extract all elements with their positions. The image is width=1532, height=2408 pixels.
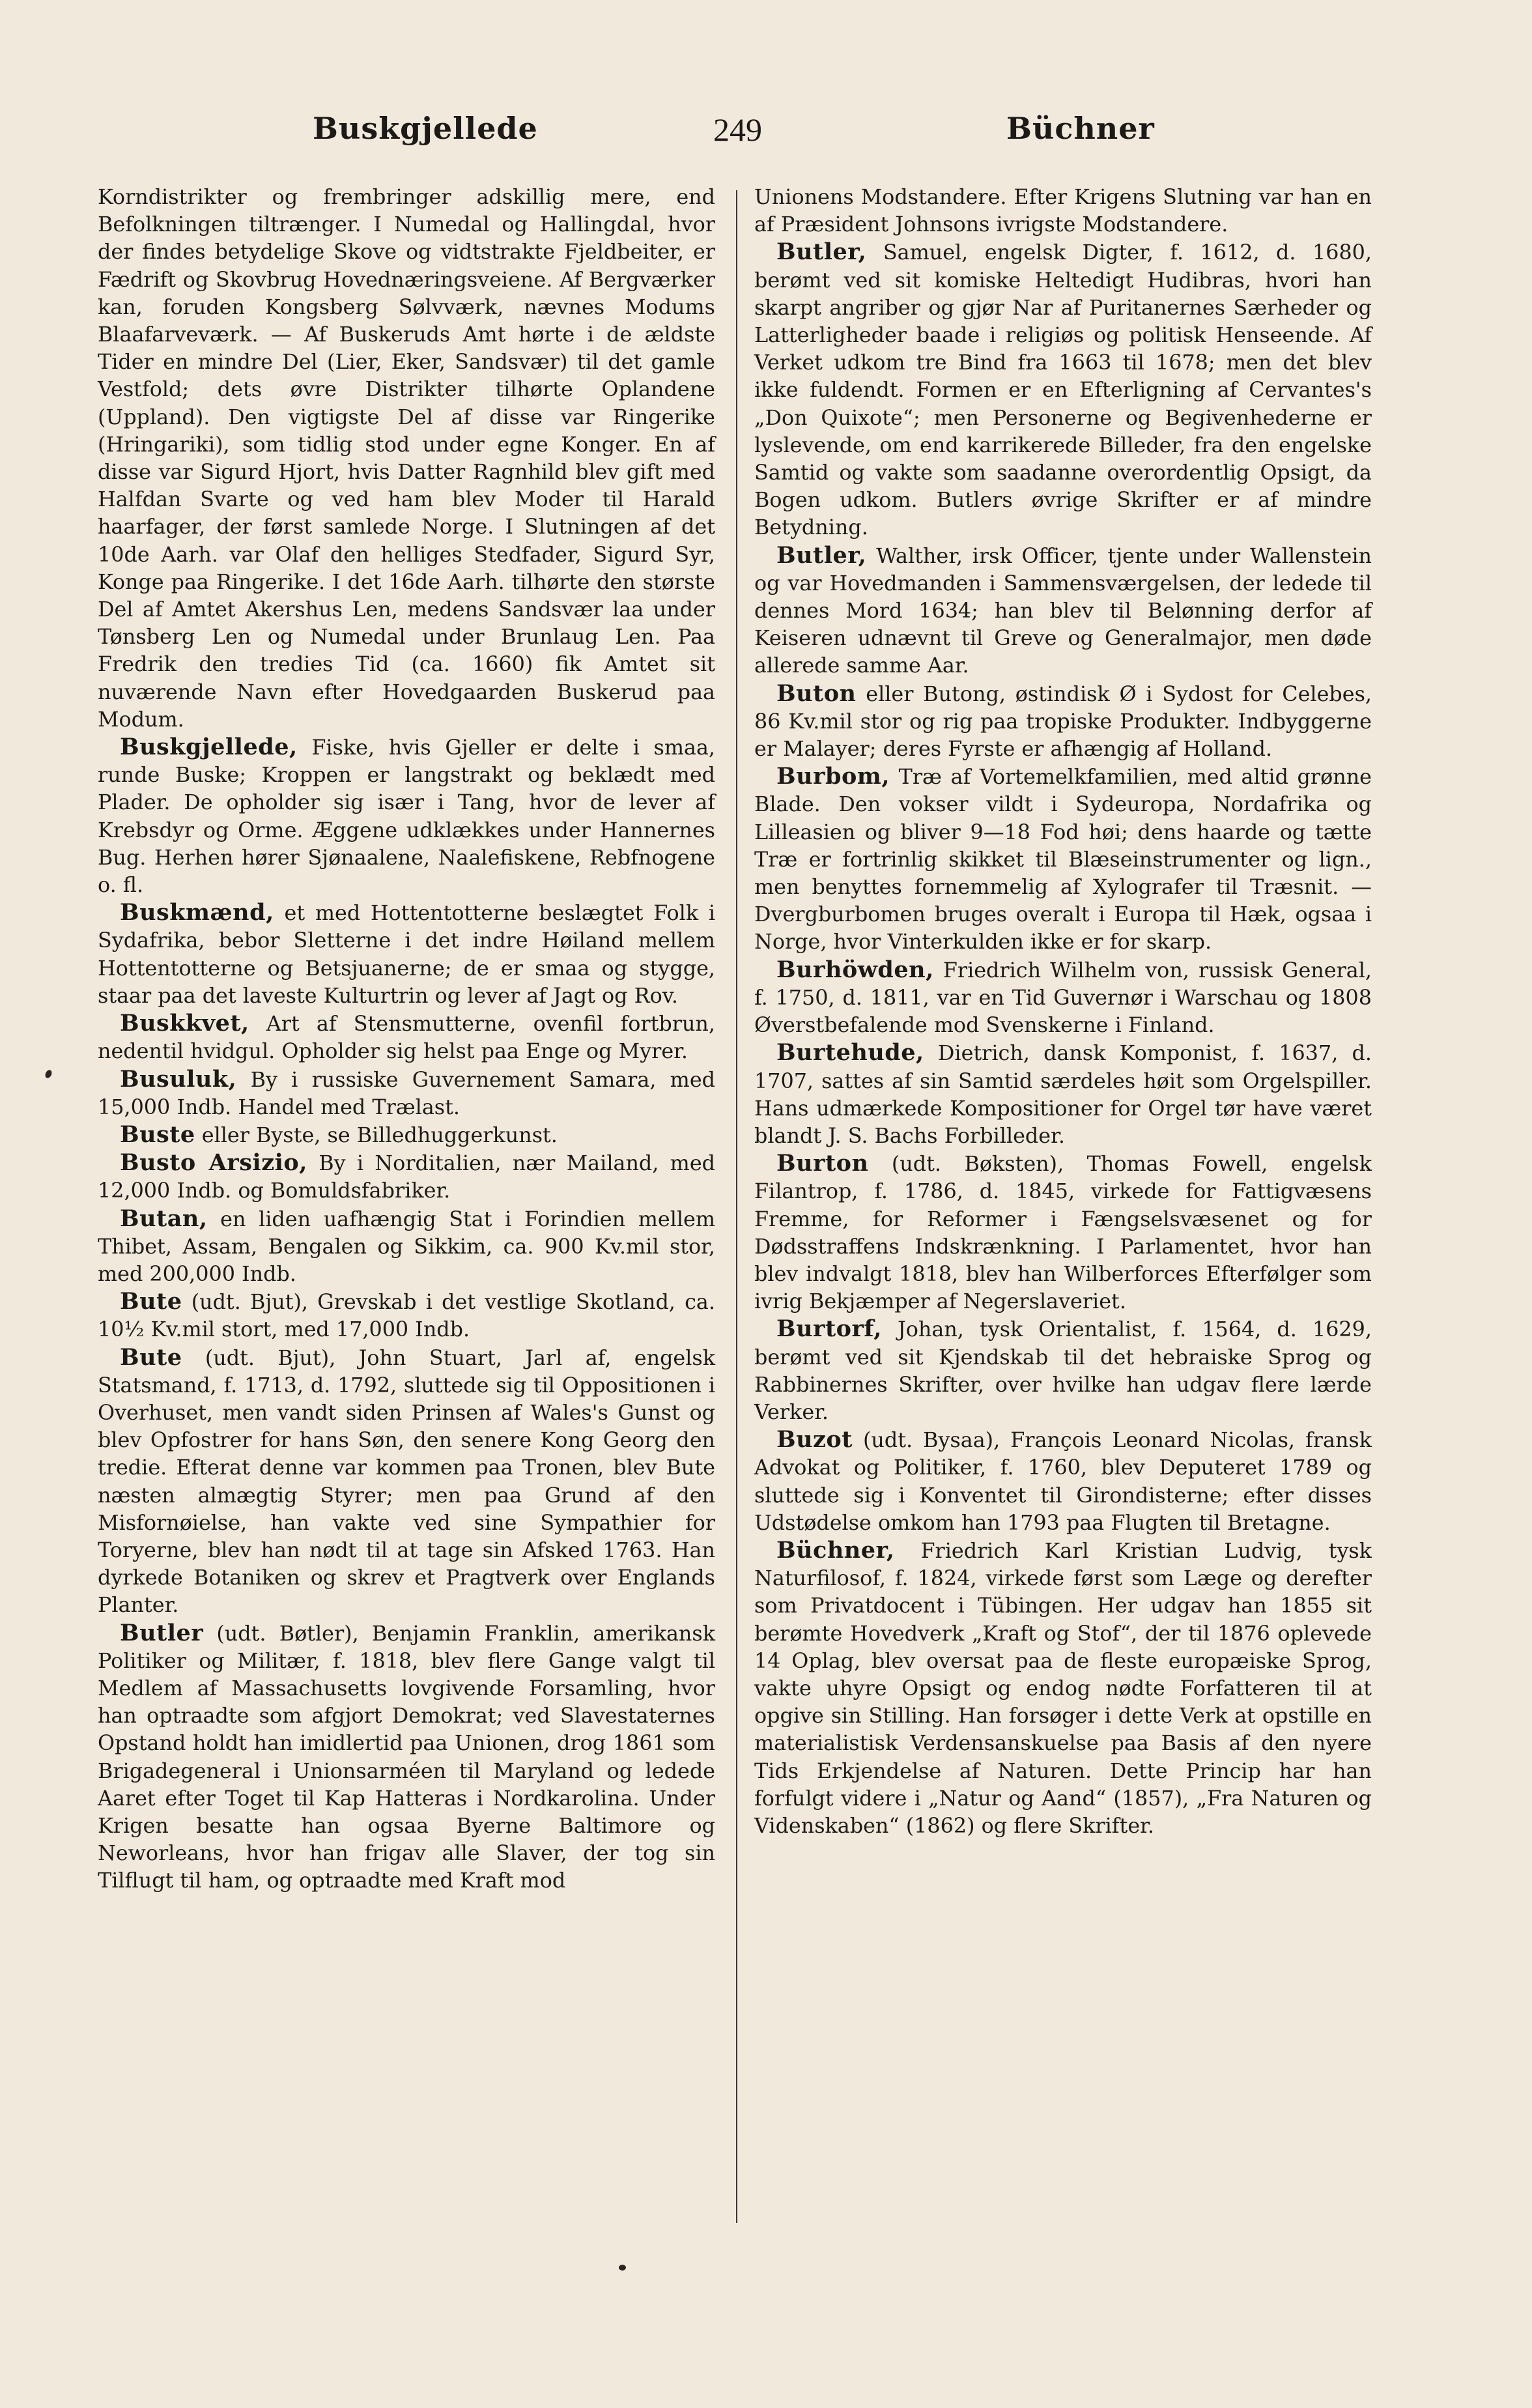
entry [754, 1426, 1372, 1537]
entry-headword: Busuluk, [120, 1065, 237, 1093]
entry-headword: Buskmænd, [120, 899, 274, 926]
entry-headword: Butan, [120, 1205, 208, 1232]
entry-headword: Burton [776, 1150, 869, 1177]
right-column [754, 184, 1372, 1840]
entry-text: eller Byste, se Billedhuggerkunst. [201, 1123, 558, 1147]
entry [98, 1620, 715, 1895]
entry-headword: Burtorf, [776, 1315, 882, 1343]
entry-text: Træ af Vortemelkfamilien, med altid grønne Blade. Den vokser vildt i Sydeuropa, Nordafrika og Lilleasien og bliver 9—18 Fod høi; dens haarde og tætte Træ er fortrinlig skikket til Blæseinstrumenter og lign., men benyttes fornemmelig af Xylografer til Træsnit. — Dvergburbomen bruges overalt i Europa til Hæk, ogsaa i Norge, hvor Vinterkulden ikke er for skarp. [754, 765, 1372, 954]
entry [98, 1288, 715, 1343]
entry-text: (udt. Bysaa), François Leonard Nicolas, fransk Advokat og Politiker, f. 1760, blev Deputeret 1789 og sluttede sig i Konventet til Girondisterne; efter disses Udstødelse omkom han 1793 paa Flugten til Bretagne. [754, 1428, 1372, 1535]
entry-headword: Buskgjellede, [120, 734, 298, 761]
entry-text: Korndistrikter og frembringer adskillig mere, end Befolkningen tiltrænger. I Numedal og Hallingdal, hvor der findes betydelige Skove og vidtstrakte Fjeldbeiter, er Fædrift og Skovbrug Hovednæringsveiene. Af Bergværker kan, foruden Kongsberg Sølvværk, nævnes Modums Blaafarveværk. — Af Buskeruds Amt hørte i de ældste Tider en mindre Del (Lier, Eker, Sandsvær) til det gamle Vestfold; dets øvre Distrikter tilhørte Oplandene (Uppland). Den vigtigste Del af disse var Ringerike (Hringariki), som tidlig stod under egne Konger. En af disse var Sigurd Hjort, hvis Datter Ragnhild blev gift med Halfdan Svarte og ved ham blev Moder til Harald haarfager, der først samlede Norge. I Slutningen af det 10de Aarh. var Olaf den helliges Stedfader, Sigurd Syr, Konge paa Ringerike. I det 16de Aarh. tilhørte den største Del af Amtet Akershus Len, medens Sandsvær laa under Tønsberg Len og Numedal under Brunlaug Len. Paa Fredrik den tredies Tid (ca. 1660) fik Amtet sit nuværende Navn efter Hovedgaarden Buskerud paa Modum. [98, 185, 715, 732]
entry-text: Art af Stensmutterne, ovenfil fortbrun, nedentil hvidgul. Opholder sig helst paa Enge og Myrer. [98, 1012, 716, 1064]
entry [754, 680, 1372, 764]
entry [754, 542, 1372, 680]
entry [98, 1149, 715, 1205]
entry-headword: Butler, [776, 238, 867, 266]
header-left-word: Buskgjellede [313, 111, 538, 146]
entry-text: Fiske, hvis Gjeller er delte i smaa, runde Buske; Kroppen er langstrakt og beklædt med Plader. De opholder sig især i Tang, hvor de lever af Krebsdyr og Orme. Æggene udklækkes under Hannernes Bug. Herhen hører Sjønaalene, Naalefiskene, Rebfnogene o. fl. [98, 736, 716, 898]
entry-text: Samuel, engelsk Digter, f. 1612, d. 1680, berømt ved sit komiske Heltedigt Hudibras, hvori han skarpt angriber og gjør Nar af Puritanernes Særheder og Latterligheder baade i religiøs og politisk Henseende. Af Verket udkom tre Bind fra 1663 til 1678; men det blev ikke fuldendt. Formen er en Efterligning af Cervantes's „Don Quixote“; men Personerne og Begivenhederne er lyslevende, om end karrikerede Billeder, fra den engelske Samtid og vakte som saadanne overordentlig Opsigt, da Bogen udkom. Butlers øvrige Skrifter er af mindre Betydning. [754, 240, 1372, 540]
ink-speck [44, 1069, 53, 1080]
entry-text: (udt. Bøksten), Thomas Fowell, engelsk Filantrop, f. 1786, d. 1845, virkede for Fattigvæsens Fremme, for Reformer i Fængselsvæsenet og for Dødsstraffens Indskrænkning. I Parlamentet, hvor han blev indvalgt 1818, blev han Wilberforces Efterfølger som ivrig Bekjæmper af Negerslaveriet. [754, 1152, 1372, 1314]
entry [754, 1315, 1372, 1426]
entry [754, 1537, 1372, 1840]
entry-headword: Burbom, [776, 763, 890, 790]
entry-text: eller Butong, østindisk Ø i Sydost for Celebes, 86 Kv.mil stor og rig paa tropiske Produkter. Indbyggerne er Malayer; deres Fyrste er afhængig af Holland. [754, 681, 1372, 762]
entry [754, 763, 1372, 956]
entry [754, 1150, 1372, 1315]
entry-text: (udt. Bjut), John Stuart, Jarl af, engelsk Statsmand, f. 1713, d. 1792, sluttede sig til Oppositionen i Overhuset, men vandt siden Prinsen af Wales's Gunst og blev Opfostrer for hans Søn, den senere Kong Georg den tredie. Efterat denne var kommen paa Tronen, blev Bute næsten almægtig Styrer; men paa Grund af den Misfornøielse, han vakte ved sine Sympathier for Toryerne, blev han nødt til at tage sin Afsked 1763. Han dyrkede Botaniken og skrev et Pragtverk over Englands Planter. [98, 1345, 715, 1618]
entry-text: (udt. Bjut), Grevskab i det vestlige Skotland, ca. 10½ Kv.mil stort, med 17,000 Indb. [98, 1290, 716, 1342]
entry-text: Walther, irsk Officer, tjente under Wallenstein og var Hovedmanden i Sammensværgelsen, der ledede til dennes Mord 1634; han blev til Belønning derfor af Keiseren udnævnt til Greve og Generalmajor, men døde allerede samme Aar. [754, 543, 1372, 678]
entry [98, 1121, 715, 1149]
entry-headword: Buskkvet, [120, 1010, 249, 1037]
entry-continuation [754, 184, 1372, 238]
entry [98, 1344, 715, 1620]
entry-text: et med Hottentotterne beslægtet Folk i Sydafrika, bebor Sletterne i det indre Høiland mellem Hottentotterne og Betsjuanerne; de er smaa og styggе, staar paa det laveste Kulturtrin og lever af Jagt og Rov. [98, 901, 715, 1008]
entry-text: (udt. Bøtler), Benjamin Franklin, amerikansk Politiker og Militær, f. 1818, blev flere Gange valgt til Medlem af Massachusetts lovgivende Forsamling, hvor han optraadte som afgjort Demokrat; ved Slavestaternes Opstand holdt han imidlertid paa Unionen, drog 1861 som Brigadegeneral i Unionsarméen til Maryland og ledede Aaret efter Toget til Kap Hatteras i Nordkarolina. Under Krigen besatte han ogsaa Byerne Baltimore og Neworleans, hvor han frigav alle Slaver, der tog sin Tilflugt til ham, og optraadte med Kraft mod [98, 1621, 715, 1893]
entry-continuation [98, 184, 715, 734]
entry [98, 1010, 715, 1065]
left-column [98, 184, 715, 1895]
entry [98, 734, 715, 899]
entry [98, 899, 715, 1010]
entry [98, 1066, 715, 1121]
header-right-word: Büchner [1006, 111, 1155, 146]
entry-text: Friedrich Karl Kristian Ludvig, tysk Naturfilosof, f. 1824, virkede først som Læge og derefter som Privatdocent i Tübingen. Her udgav han 1855 sit berømte Hovedverk „Kraft og Stof“, der til 1876 oplevede 14 Oplag, blev oversat paa de fleste europæiske Sprog, vakte uhyre Opsigt og endog nødte Forfatteren til at opgive sin Stilling. Han forsøger i dette Verk at opstille en materialistisk Verdensanskuelse paa Basis af den nyere Tids Erkjendelse af Naturen. Dette Princip har han forfulgt videre i „Natur og Aand“ (1857), „Fra Naturen og Videnskaben“ (1862) og flere Skrifter. [754, 1538, 1372, 1838]
entry-headword: Bute [120, 1288, 182, 1315]
entry-headword: Buste [120, 1121, 195, 1148]
entry-headword: Buton [776, 680, 857, 707]
page-number: 249 [713, 111, 762, 148]
entry [754, 1039, 1372, 1150]
entry-text: Unionens Modstandere. Efter Krigens Slutning var han en af Præsident Johnsons ivrigste Modstandere. [754, 185, 1372, 237]
entry-text: By i Norditalien, nær Mailand, med 12,000 Indb. og Bomuldsfabriker. [98, 1151, 715, 1203]
entry-headword: Bute [120, 1343, 182, 1371]
entry-headword: Butler, [776, 541, 867, 569]
ink-speck [619, 2265, 626, 2271]
entry-headword: Burhöwden, [776, 956, 934, 983]
entry [754, 238, 1372, 541]
entry-headword: Buzot [776, 1426, 853, 1454]
entry-headword: Butler [120, 1619, 204, 1646]
column-divider [736, 190, 737, 2223]
entry [754, 956, 1372, 1040]
entry-text: Friedrich Wilhelm von, russisk General, f. 1750, d. 1811, var en Tid Guvernør i Warschau og 1808 Øverstbefalende mod Svenskerne i Finland. [754, 958, 1372, 1038]
entry-text: Johan, tysk Orientalist, f. 1564, d. 1629, berømt ved sit Kjendskab til det hebraiske Sprog og Rabbinernes Skrifter, over hvilke han udgav flere lærde Verker. [754, 1317, 1372, 1424]
entry-text: By i russiske Guvernement Samara, med 15,000 Indb. Handel med Trælast. [98, 1067, 715, 1119]
entry-text: Dietrich, dansk Komponist, f. 1637, d. 1707, sattes af sin Samtid særdeles høit som Orgelspiller. Hans udmærkede Kompositioner for Orgel tør have været blandt J. S. Bachs Forbilleder. [754, 1041, 1372, 1148]
entry-headword: Büchner, [776, 1536, 895, 1564]
entry-text: en liden uafhængig Stat i Forindien mellem Thibet, Assam, Bengalen og Sikkim, ca. 900 Kv.mil stor, med 200,000 Indb. [98, 1207, 716, 1286]
entry-headword: Busto Arsizio, [120, 1149, 307, 1177]
entry [98, 1205, 715, 1289]
entry-headword: Burtehude, [776, 1039, 924, 1067]
running-head [98, 111, 1387, 163]
